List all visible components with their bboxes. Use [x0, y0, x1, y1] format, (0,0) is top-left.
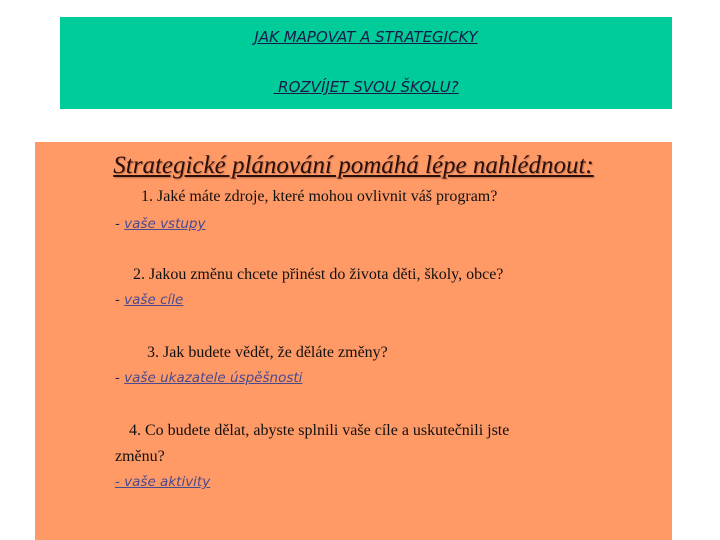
question-4-line-2: změnu? [115, 448, 165, 465]
answer-1 [115, 216, 206, 232]
answer-4-text: - vaše aktivity [115, 474, 211, 490]
question-1: 1. Jaké máte zdroje, které mohou ovlivnit váš program? [141, 188, 498, 205]
question-2: 2. Jakou změnu chcete přinést do života děti, školy, obce? [133, 266, 504, 283]
answer-1-text: vaše vstupy [124, 216, 206, 232]
content-panel [35, 142, 672, 540]
title-banner [60, 17, 672, 109]
title-line-1: JAK MAPOVAT A STRATEGICKY [254, 28, 478, 46]
panel-heading: Strategické plánování pomáhá lépe nahlédnout: [113, 152, 594, 179]
answer-2-text: vaše cíle [124, 292, 184, 308]
answer-1-dash: - [115, 216, 125, 232]
question-4-line-1: 4. Co budete dělat, abyste splnili vaše cíle a uskutečnili jste [129, 422, 510, 439]
answer-2-dash: - [115, 292, 125, 308]
title-line-2: ROZVÍJET SVOU ŠKOLU? [273, 78, 459, 96]
question-3: 3. Jak budete vědět, že děláte změny? [147, 344, 388, 361]
answer-4 [115, 474, 210, 490]
answer-2 [115, 292, 183, 308]
answer-3 [115, 370, 302, 386]
answer-3-dash: - [115, 370, 125, 386]
answer-3-text: vaše ukazatele úspěšnosti [124, 370, 303, 386]
